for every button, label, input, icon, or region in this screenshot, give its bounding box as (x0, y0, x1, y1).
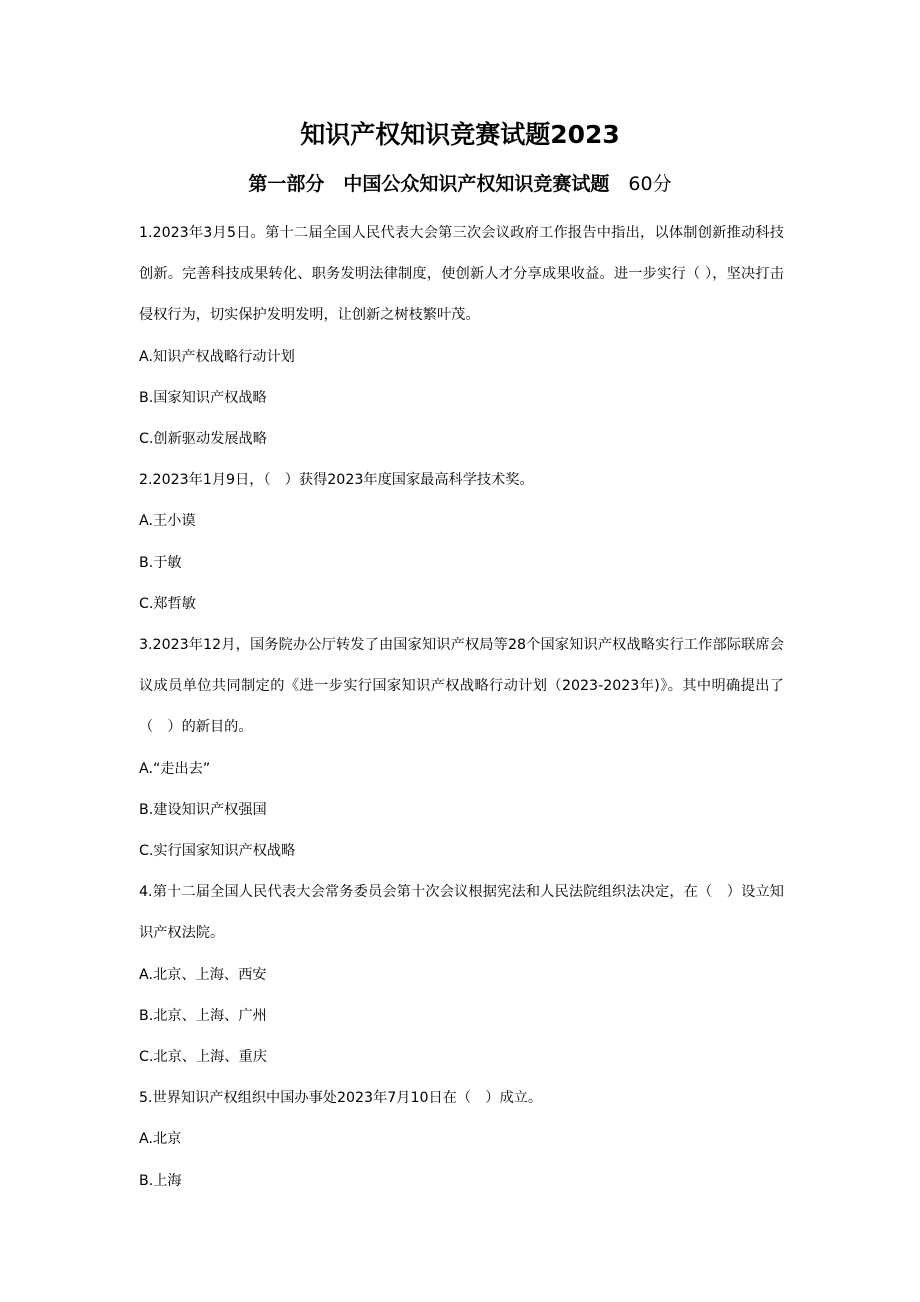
question-1-option-a: A.知识产权战略行动计划 (139, 348, 295, 365)
question-1-option-c: C.创新驱动发展战略 (139, 431, 267, 448)
question-5-option-b: B.上海 (139, 1172, 182, 1189)
question-3-text: 3.2023年12月，国务院办公厅转发了由国家知识产权局等28个国家知识产权战略实行工作部际联席会议成员单位共同制定的《进一步实行国家知识产权战略行动计划（2023-2023年)》。其中明确提出了（ ）的新目的。 (139, 637, 784, 736)
document-title: 知识产权知识竞赛试题2023 (300, 120, 620, 149)
question-4-text: 4.第十二届全国人民代表大会常务委员会第十次会议根据宪法和人民法院组织法决定，在（ ）设立知识产权法院。 (139, 884, 784, 942)
question-1-option-b: B.国家知识产权战略 (139, 389, 267, 406)
question-1-text: 1.2023年3月5日。第十二届全国人民代表大会第三次会议政府工作报告中指出，以体制创新推动科技创新。完善科技成果转化、职务发明法律制度，使创新人才分享成果收益。进一步实行（ ），坚决打击侵权行为，切实保护发明发明，让创新之树枝繁叶茂。 (139, 225, 784, 324)
section-heading (0, 170, 920, 198)
question-5-option-a: A.北京 (139, 1131, 182, 1148)
question-3-option-b: B.建设知识产权强国 (139, 801, 267, 818)
section-name: 第一部分 中国公众知识产权知识竞赛试题 (248, 173, 610, 195)
question-5-text: 5.世界知识产权组织中国办事处2023年7月10日在（ ）成立。 (139, 1090, 543, 1107)
question-2-option-a: A.王小谟 (139, 513, 196, 530)
question-3-option-c: C.实行国家知识产权战略 (139, 843, 296, 860)
question-list (139, 213, 784, 1202)
question-3-option-a: A.“走出去” (139, 760, 211, 777)
question-2-option-b: B.于敏 (139, 554, 182, 571)
question-2-option-c: C.郑哲敏 (139, 595, 196, 612)
question-4-option-b: B.北京、上海、广州 (139, 1007, 267, 1024)
question-4-option-c: C.北京、上海、重庆 (139, 1049, 267, 1066)
question-4-option-a: A.北京、上海、西安 (139, 966, 267, 983)
question-2-text: 2.2023年1月9日，（ ）获得2023年度国家最高科学技术奖。 (139, 472, 534, 489)
section-score: 60分 (628, 173, 672, 195)
